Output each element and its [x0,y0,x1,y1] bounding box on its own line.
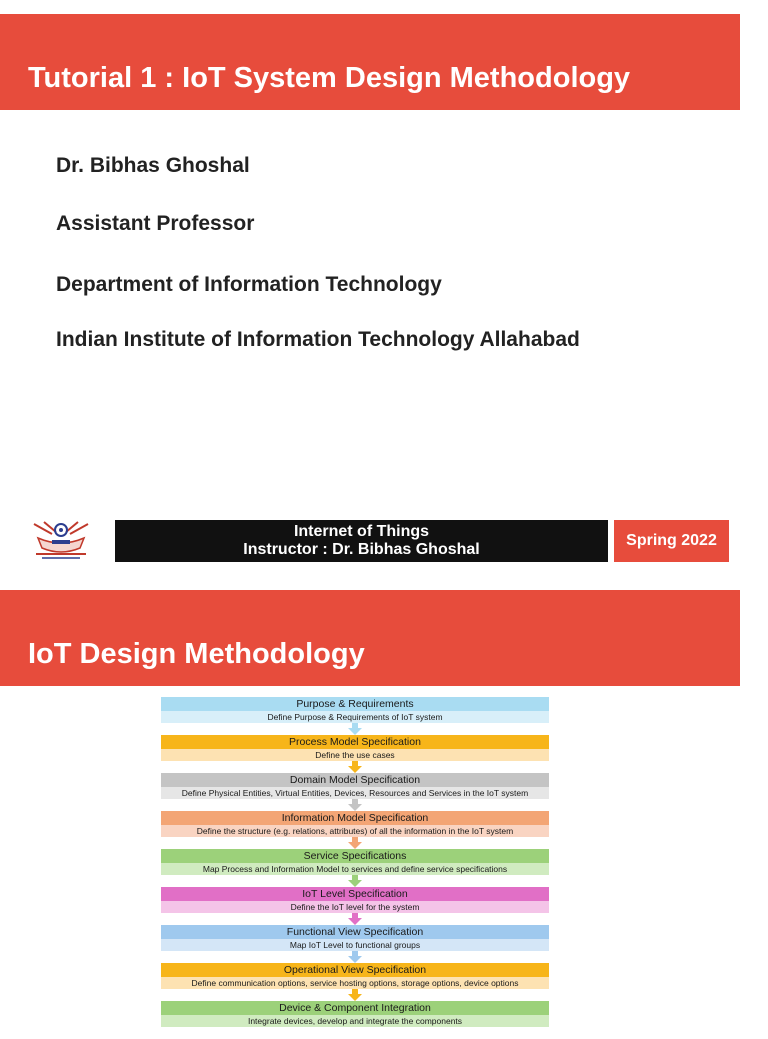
footer-course: Internet of Things [293,523,430,540]
design-methodology-flowchart [161,697,549,1039]
flow-step-description: Define the structure (e.g. relations, attributes) of all the information in the IoT system [161,825,549,837]
flow-step-title: Domain Model Specification [161,773,549,787]
flow-step-description: Integrate devices, develop and integrate the components [161,1015,549,1027]
slide-title: Tutorial 1 : IoT System Design Methodology [28,62,631,94]
author-position: Assistant Professor [56,212,255,235]
flow-step-title: Device & Component Integration [161,1001,549,1015]
flow-step-title: Process Model Specification [161,735,549,749]
author-name: Dr. Bibhas Ghoshal [56,154,250,177]
flow-step-description: Define Purpose & Requirements of IoT system [161,711,549,723]
flow-arrow-icon [348,761,362,773]
footer-instructor: Instructor : Dr. Bibhas Ghoshal [243,541,480,558]
footer-season: Spring 2022 [614,520,729,562]
flow-step-title: Functional View Specification [161,925,549,939]
slide2-title: IoT Design Methodology [28,638,365,670]
flow-arrow-icon [348,723,362,735]
flow-step [161,1001,549,1039]
flow-step-description: Define Physical Entities, Virtual Entities, Devices, Resources and Services in the IoT system [161,787,549,799]
flow-step-title: IoT Level Specification [161,887,549,901]
slide-title-banner [0,14,740,110]
flow-step-description: Define communication options, service hosting options, storage options, device options [161,977,549,989]
flow-step-description: Map IoT Level to functional groups [161,939,549,951]
flow-step-title: Service Specifications [161,849,549,863]
flow-step [161,811,549,849]
flow-step-description: Map Process and Information Model to services and define service specifications [161,863,549,875]
flow-step-description: Define the use cases [161,749,549,761]
flow-step-description: Define the IoT level for the system [161,901,549,913]
flow-arrow-icon [348,989,362,1001]
flow-step [161,773,549,811]
flow-arrow-icon [348,875,362,887]
flow-arrow-icon [348,799,362,811]
flow-arrow-icon [348,951,362,963]
slide2-title-banner [0,590,740,686]
flow-arrow-icon [348,913,362,925]
flow-step [161,849,549,887]
flow-step [161,925,549,963]
flow-step-title: Information Model Specification [161,811,549,825]
author-department: Department of Information Technology [56,273,442,296]
flow-step-title: Operational View Specification [161,963,549,977]
author-institute: Indian Institute of Information Technology Allahabad [56,328,580,351]
flow-step [161,887,549,925]
flow-step-title: Purpose & Requirements [161,697,549,711]
institute-logo-icon [30,518,92,562]
flow-arrow-icon [348,837,362,849]
flow-step [161,735,549,773]
footer-course-bar [115,520,608,562]
flow-step [161,963,549,1001]
flow-step [161,697,549,735]
